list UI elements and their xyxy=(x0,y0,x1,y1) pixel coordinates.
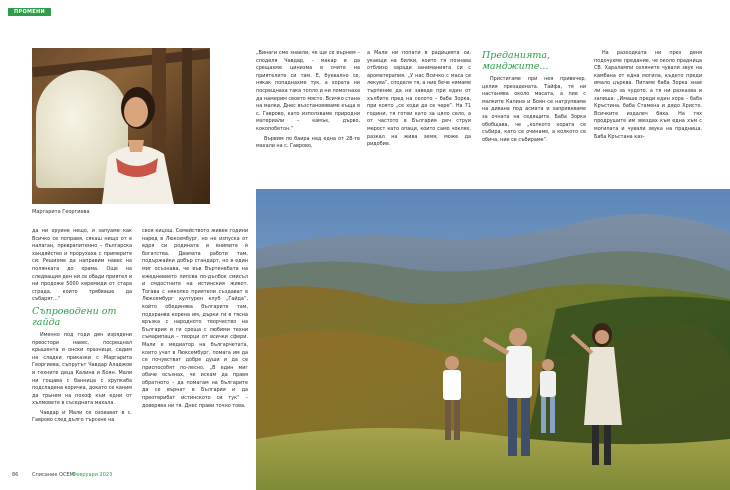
paragraph: Именно под тоди ден изрядени преостори навес, посрещнал крышента и онски празници, седим на сладки приказки с Маргарита Георгиева, съпругът Чавдар Аладжов и техните деца Калина и Боян. Мали ни гощава с банница с хрупкаба подсладена коричка, докато се каним да трьнем на похоф към едни от хълмовете в съседната махала. xyxy=(32,331,132,407)
paragraph: Вървим по баира над една от 28-те махали на с. Гаврово, xyxy=(256,135,360,150)
section-tag: ПРОМЕНИ xyxy=(8,8,51,16)
text-column-top-4 xyxy=(594,50,702,143)
page-number: 86 xyxy=(12,472,19,478)
paragraph: „Винаги сме знаели, че ще се върнем – споделя Чавдар, – макар и да срещахме цинизма в очите на приятелите си там. Е, буквално се, някак попаднахме тук, а хората ни посрещнаха така топло и ни помогнаха да намерим своето място. Всичко стана на малки. Днес възстановяваме къща в с. Гаврово, като използваме природни материали – камък, дърво, кокопобетон.“ xyxy=(256,50,360,132)
paragraph: своя кицош. Семейството живее години наред в Люксембург, но не изпуска от вдря си родината и внимите ѝ богатства. Двамата работи там, подържайки добър стандарт, но в един миг осъзнава, че във Въртенебата на ежедневието липсва по-дълбок смисъл и смдостните на истинския живот. Тогава с няколко приятели създават в Люксембург културен клуб „Гайда“, който обединява българите там, подхранва корена им, дърки ги в тясна връзка с народното творчество на България и ги среща с любими техни съмарипаци – творци от всички сфери. Мали е медиатор на българчетата, които учат в Люксембург, помага им да се почувстват добре души и да се приспособят по-лесно. „В един миг обаче осъзнах, че искам да правя обратното – да помагам на българите да се върнат в България и да преотврибат истинското си тук“ – доверява ни тя. Днес прави точно това. xyxy=(142,228,248,409)
text-column-top-1 xyxy=(256,50,360,153)
issue-date: Февруари 2023 xyxy=(72,472,113,478)
subheading-tradition: Съпроводени от гайда xyxy=(32,305,117,328)
landscape-illustration xyxy=(256,189,730,490)
paragraph: Чавдар и Мали се озовават в с. Гаврово след дълго търсене на xyxy=(32,409,132,424)
text-column-top-2 xyxy=(367,50,471,151)
magazine-name: Списание ОСЕМ xyxy=(32,472,74,478)
paragraph: Пристигаме при нея привечер, целия презадената. Тайфа, тя ни настанява около масата, а пие с малките Калина и Боян се натрупваме на дивана под асмата и запривкваме за очната на седящите. Баба Зорка обобщава, че „колкото хората се събира, като се очинаме, а колкото се обича, ние се събираме“. xyxy=(482,76,586,143)
text-column-bottom-1 xyxy=(32,228,132,427)
photo-caption: Маргарита Георгиева xyxy=(32,209,90,215)
paragraph: да ни хруине нещо, и запуаме как Всичко се поправя, сякаш нищо от е налаган, преврапитенно – българска хандяйство и прорухаха с примерите си: Решихме да направим навес на полянката до храма. Още на следващия ден ни се обади приятел и ни продоже 5000 керемиди от стара сграда, които трябваше да събарят…“ xyxy=(32,228,132,303)
family-landscape-photo xyxy=(256,189,730,490)
subheading-legends: Преданията, манджите... xyxy=(482,50,551,72)
text-column-bottom-2 xyxy=(142,228,248,412)
paragraph: На разходката ни през деня подочухме предание, че около прадница СВ. Харалампи селяните чували звук на камбана от една могила, където преди имало църква. Питаме баба Зорка знае ли нещо за чудото, а тя ни разказва и запиша: „Имаше преди един хора – баба Кръстина, баба Стамена и дядо Христо. Всичките издалеч бяха. На тях продрушите им звездах към една хъм с могилата и чували звука на прадница. Баба Кръстана каз- xyxy=(594,50,702,140)
text-column-top-3 xyxy=(482,48,586,146)
paragraph: а Мали ни попати в радицията си, укаещи на билки, които тя познава отблизо заради заниманията си с ароматерапия. „У нас Всичко с маса се лекува“, споделя тя, а ние бече нямаме търпение да ни заведе при един от хълбите пред на селото – баба Зорка, при която „се ходи да се чере“. На 71 години, тя готви като за цяло село, а от частото в България реч струи мерост като опаци, които само чоклях, разкал на жива земя, може да ридобие. xyxy=(367,50,471,148)
portrait-photo xyxy=(32,48,210,204)
woman-figure xyxy=(32,48,210,204)
